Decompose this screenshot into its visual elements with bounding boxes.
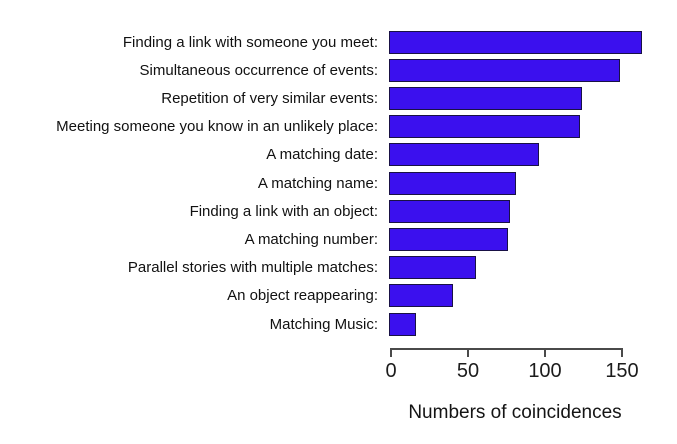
bar (389, 115, 580, 138)
bar-row (0, 200, 677, 223)
x-axis-tick-label: 100 (528, 360, 562, 382)
bar-row (0, 115, 677, 138)
x-axis-tick-label: 150 (605, 360, 639, 382)
x-axis-tick-mark (544, 348, 546, 357)
bar-label: A matching name: (257, 174, 378, 192)
x-axis-tick-mark (467, 348, 469, 357)
bar-label: Parallel stories with multiple matches: (127, 259, 378, 277)
bar-label: A matching number: (244, 230, 378, 248)
bar (389, 228, 508, 251)
bar-row (0, 284, 677, 307)
bar (389, 172, 516, 195)
bar-row (0, 313, 677, 336)
bar-label: A matching date: (266, 146, 378, 164)
bar (389, 59, 620, 82)
x-axis-tick-label: 50 (456, 360, 480, 382)
x-axis-tick-mark (621, 348, 623, 357)
bar-row (0, 143, 677, 166)
bar-label: Simultaneous occurrence of events: (139, 61, 378, 79)
bar-label: An object reappearing: (227, 287, 378, 305)
bar (389, 313, 416, 336)
bar-row (0, 59, 677, 82)
bar-row (0, 172, 677, 195)
bar (389, 200, 510, 223)
x-axis-title: Numbers of coincidences (408, 402, 622, 423)
bar-row (0, 228, 677, 251)
x-axis-tick-label: 0 (385, 360, 397, 382)
bar-row (0, 87, 677, 110)
bar (389, 87, 582, 110)
bar-row (0, 256, 677, 279)
bar-label: Matching Music: (269, 315, 378, 333)
bar-label: Repetition of very similar events: (161, 89, 378, 107)
bar (389, 143, 539, 166)
bar (389, 284, 453, 307)
bar-label: Finding a link with an object: (189, 202, 378, 220)
x-axis-line (390, 348, 622, 350)
bar-label: Finding a link with someone you meet: (122, 33, 378, 51)
bar-row (0, 31, 677, 54)
x-axis-tick-mark (390, 348, 392, 357)
bar (389, 31, 642, 54)
bar (389, 256, 476, 279)
bar-label: Meeting someone you know in an unlikely place: (56, 118, 378, 136)
